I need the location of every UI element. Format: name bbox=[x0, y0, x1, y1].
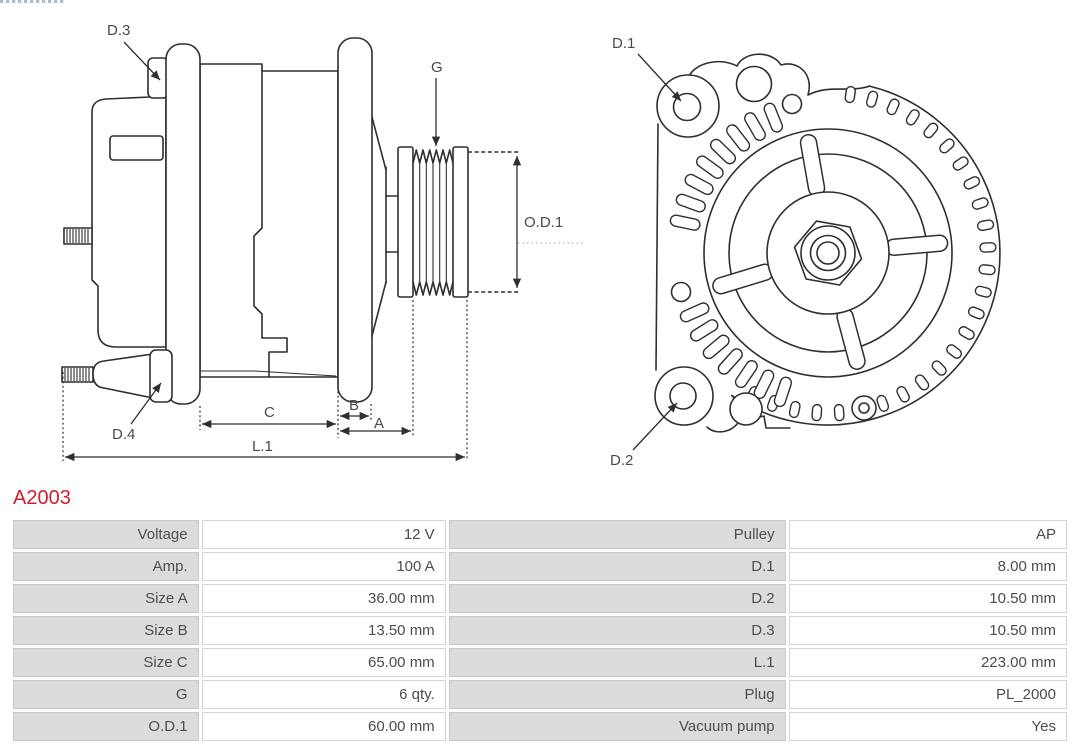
spec-value: 100 A bbox=[202, 552, 446, 581]
spec-label: L.1 bbox=[449, 648, 786, 677]
table-row bbox=[13, 584, 1067, 613]
spec-label: Pulley bbox=[449, 520, 786, 549]
label-b: B bbox=[349, 397, 360, 414]
spec-label: D.2 bbox=[449, 584, 786, 613]
spec-label: O.D.1 bbox=[13, 712, 199, 741]
label-a: A bbox=[374, 415, 385, 432]
label-d1: D.1 bbox=[612, 35, 636, 52]
spec-value: 8.00 mm bbox=[789, 552, 1067, 581]
table-row bbox=[13, 712, 1067, 741]
spec-label: Voltage bbox=[13, 520, 199, 549]
label-l1: L.1 bbox=[252, 438, 273, 455]
label-d4: D.4 bbox=[112, 426, 136, 443]
label-d2: D.2 bbox=[610, 452, 634, 469]
focus-artifact bbox=[0, 0, 66, 3]
spec-value: PL_2000 bbox=[789, 680, 1067, 709]
part-number: A2003 bbox=[13, 487, 71, 509]
label-c: C bbox=[264, 404, 275, 421]
table-row bbox=[13, 520, 1067, 549]
spec-value: AP bbox=[789, 520, 1067, 549]
spec-value: 13.50 mm bbox=[202, 616, 446, 645]
spec-table bbox=[10, 517, 1070, 744]
spec-value: 223.00 mm bbox=[789, 648, 1067, 677]
spec-label: D.3 bbox=[449, 616, 786, 645]
spec-label: Vacuum pump bbox=[449, 712, 786, 741]
spec-value: 12 V bbox=[202, 520, 446, 549]
spec-label: Amp. bbox=[13, 552, 199, 581]
spec-label: Plug bbox=[449, 680, 786, 709]
spec-label: D.1 bbox=[449, 552, 786, 581]
alternator-front-view bbox=[610, 35, 1000, 469]
alternator-side-view bbox=[62, 22, 583, 461]
table-row bbox=[13, 552, 1067, 581]
spec-value: 10.50 mm bbox=[789, 616, 1067, 645]
table-row bbox=[13, 680, 1067, 709]
table-row bbox=[13, 616, 1067, 645]
spec-label: Size A bbox=[13, 584, 199, 613]
spec-value: 36.00 mm bbox=[202, 584, 446, 613]
spec-label: Size C bbox=[13, 648, 199, 677]
spec-value: 6 qty. bbox=[202, 680, 446, 709]
spec-label: Size B bbox=[13, 616, 199, 645]
spec-label: G bbox=[13, 680, 199, 709]
label-d3: D.3 bbox=[107, 22, 131, 39]
spec-value: Yes bbox=[789, 712, 1067, 741]
label-g: G bbox=[431, 59, 443, 76]
spec-value: 60.00 mm bbox=[202, 712, 446, 741]
spec-value: 65.00 mm bbox=[202, 648, 446, 677]
label-od1: O.D.1 bbox=[524, 214, 564, 231]
table-row bbox=[13, 648, 1067, 677]
spec-value: 10.50 mm bbox=[789, 584, 1067, 613]
